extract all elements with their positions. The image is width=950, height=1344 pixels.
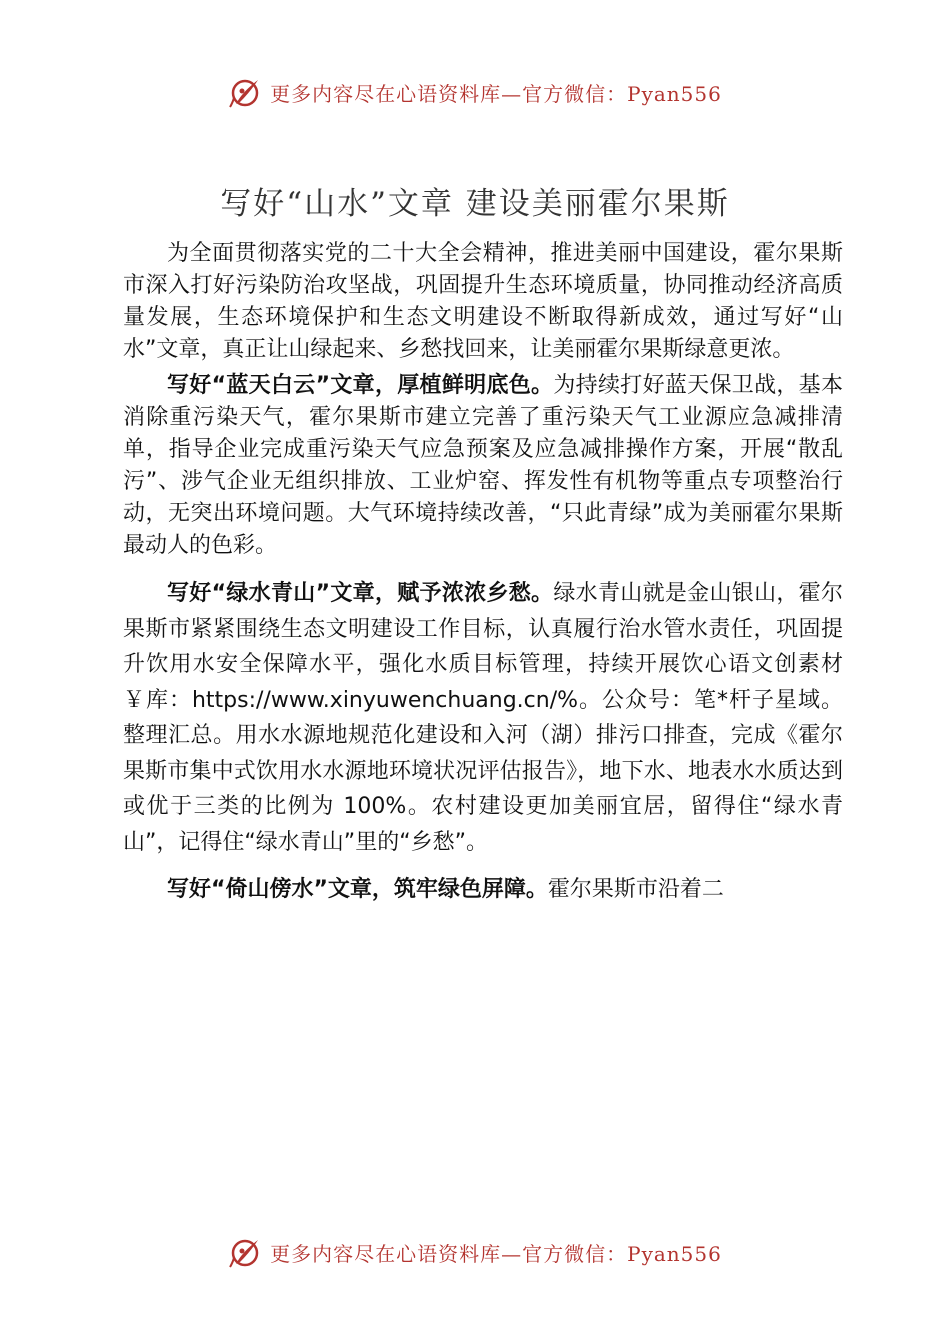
paragraph-body: 绿水青山就是金山银山，霍尔果斯市紧紧围绕生态文明建设工作目标，认真履行治水管水责任，巩固提升饮用水安全保障水平，强化水质目标管理，持续开展饮心语文创素材￥库：https://www.xinyuwenchuang.cn/%。公众号：笔*杆子星域。整理汇总。用水水源地规范化建设和入河（湖）排污口排查，完成《霍尔果斯市集中式饮用水水源地环境状况评估报告》，地下水、地表水水质达到或优于三类的比例为 100%。农村建设更加美丽宜居，留得住“绿水青山”，记得住“绿水青山”里的“乡愁”。	[123, 581, 843, 855]
brush-logo-icon	[228, 74, 264, 110]
watermark-text: 更多内容尽在心语资料库—官方微信：Pyan556	[270, 1241, 722, 1266]
paragraph-lead: 写好“倚山傍水”文章，筑牢绿色屏障。	[167, 877, 548, 902]
paragraph-blue-sky	[123, 370, 843, 562]
header-watermark	[0, 74, 950, 110]
watermark-text: 更多内容尽在心语资料库—官方微信：Pyan556	[270, 81, 722, 106]
footer-watermark	[0, 1234, 950, 1270]
paragraph-body: 为持续打好蓝天保卫战，基本消除重污染天气，霍尔果斯市建立完善了重污染天气工业源应急减排清单，指导企业完成重污染天气应急预案及应急减排操作方案，开展“散乱污”、涉气企业无组织排放、工业炉窑、挥发性有机物等重点专项整治行动，无突出环境问题。大气环境持续改善，“只此青绿”成为美丽霍尔果斯最动人的色彩。	[123, 373, 843, 558]
paragraph-intro	[123, 238, 843, 366]
document-title: 写好“山水”文章 建设美丽霍尔果斯	[220, 186, 730, 222]
paragraph-body: 霍尔果斯市沿着二	[547, 877, 724, 902]
paragraph-green-water	[123, 576, 843, 860]
brush-logo-icon	[228, 1234, 264, 1270]
paragraph-mountain-water	[123, 872, 843, 908]
paragraph-lead: 写好“绿水青山”文章，赋予浓浓乡愁。	[167, 581, 554, 606]
paragraph-body: 为全面贯彻落实党的二十大全会精神，推进美丽中国建设，霍尔果斯市深入打好污染防治攻坚战，巩固提升生态环境质量，协同推动经济高质量发展，生态环境保护和生态文明建设不断取得新成效，通过写好“山水”文章，真正让山绿起来、乡愁找回来，让美丽霍尔果斯绿意更浓。	[123, 241, 843, 362]
article-body	[123, 238, 843, 908]
paragraph-lead: 写好“蓝天白云”文章，厚植鲜明底色。	[167, 373, 554, 398]
